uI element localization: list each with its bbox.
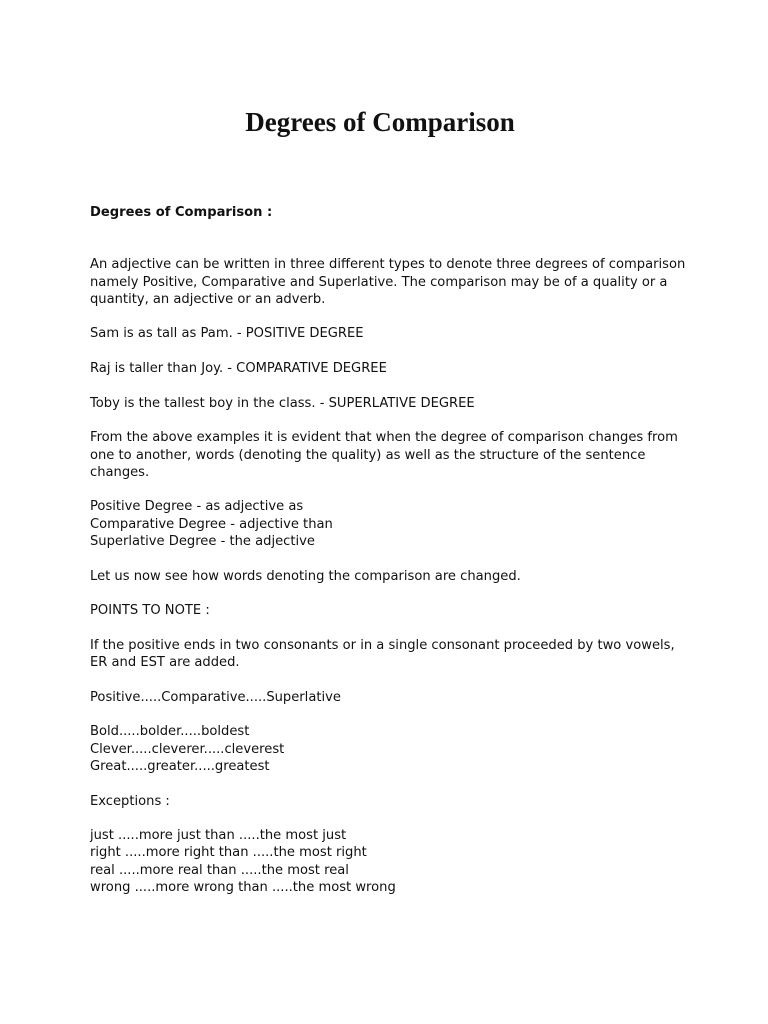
degree-rule-superlative: Superlative Degree - the adjective	[90, 534, 315, 550]
degree-rules	[90, 498, 690, 550]
example-positive: Sam is as tall as Pam. - POSITIVE DEGREE	[90, 326, 364, 342]
word-form-row: Great.....greater.....greatest	[90, 758, 270, 774]
document-body	[90, 204, 690, 896]
exceptions-heading: Exceptions :	[90, 793, 170, 809]
degree-rule-positive: Positive Degree - as adjective as	[90, 499, 304, 515]
exception-row: wrong .....more wrong than .....the most wrong	[90, 879, 396, 895]
intro-paragraph: An adjective can be written in three different types to denote three degrees of comparison namely Positive, Comparative and Superlative. The comparison may be of a quality or a quantity, an adjective or an adverb.	[90, 257, 686, 307]
rule-paragraph: If the positive ends in two consonants or in a single consonant proceeded by two vowels, ER and EST are added.	[90, 637, 675, 671]
example-superlative: Toby is the tallest boy in the class. - SUPERLATIVE DEGREE	[90, 395, 475, 411]
word-forms-list	[90, 723, 690, 775]
exceptions-list	[90, 827, 690, 896]
word-form-row: Clever.....cleverer.....cleverest	[90, 741, 285, 757]
points-heading: POINTS TO NOTE :	[90, 603, 210, 619]
exception-row: real .....more real than .....the most real	[90, 862, 349, 878]
example-comparative: Raj is taller than Joy. - COMPARATIVE DEGREE	[90, 361, 387, 377]
word-forms-header: Positive.....Comparative.....Superlative	[90, 689, 341, 705]
exception-row: right .....more right than .....the most right	[90, 845, 367, 861]
exception-row: just .....more just than .....the most just	[90, 828, 347, 844]
explanation-paragraph: From the above examples it is evident that when the degree of comparison changes from one to another, words (denoting the quality) as well as the structure of the sentence changes.	[90, 430, 678, 480]
section-heading: Degrees of Comparison :	[90, 205, 273, 220]
transition-paragraph: Let us now see how words denoting the comparison are changed.	[90, 568, 521, 584]
degree-rule-comparative: Comparative Degree - adjective than	[90, 516, 333, 532]
document-title: Degrees of Comparison	[245, 107, 515, 137]
word-form-row: Bold.....bolder.....boldest	[90, 724, 250, 740]
